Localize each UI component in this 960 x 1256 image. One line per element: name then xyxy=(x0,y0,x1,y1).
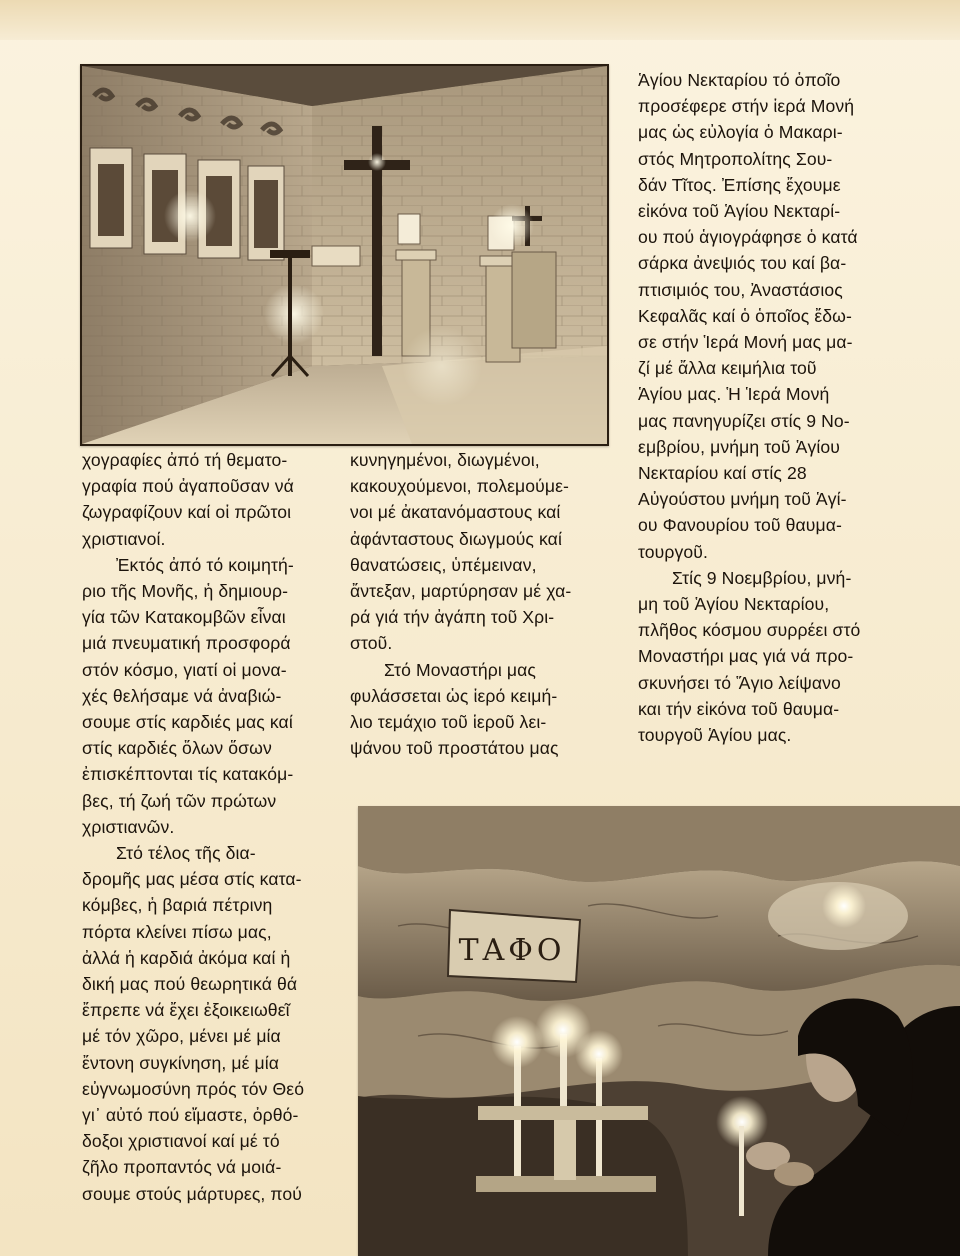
catacomb-chapel-photo xyxy=(80,64,609,446)
paragraph: Στό Μοναστήρι μας φυλάσσεται ὡς ἱερό κειμή- λιο τεμάχιο τοῦ ἱεροῦ λει- ψάνου τοῦ προστάτου μας xyxy=(350,659,559,759)
paragraph: Στίς 9 Νοεμβρίου, μνή- μη τοῦ Ἁγίου Νεκταρίου, πλῆθος κόσμου συρρέει στό Μοναστήρι μας γιά νά προ- σκυνήσει τό Ἅγιο λείψανο και τήν εἰκόνα τοῦ θαυμα- τουργοῦ Ἁγίου μας. xyxy=(638,567,861,746)
catacomb-chapel-illustration xyxy=(82,66,607,444)
tomb-inscription: ΤΑΦΟ xyxy=(458,933,566,968)
article-column-left xyxy=(82,447,352,1207)
paragraph: Στό τέλος τῆς δια- δρομῆς μας μέσα στίς κατα- κόμβες, ἡ βαριά πέτρινη πόρτα κλείνει πίσω μας, ἀλλά ἡ καρδιά ἀκόμα καί ἡ δική μας πού θεωρητικά θά ἔπρεπε νά ἔχει ἐξοικειωθεῖ μέ τόν χῶρο, μένει μέ μία ἔντονη συγκίνηση, μέ μία εὐγνωμοσύνη πρός τόν Θεό γι᾽ αὐτό πού εἴμαστε, ὀρθό- δοξοι χριστιανοί καί μέ τό ζῆλο προπαντός νά μοιά- σουμε στούς μάρτυρες, πού xyxy=(82,843,305,1204)
article-column-middle xyxy=(350,447,620,761)
tomb-candles-photo xyxy=(358,806,960,1256)
tomb-candles-illustration xyxy=(358,806,960,1256)
article-column-right xyxy=(638,67,938,748)
paragraph: κυνηγημένοι, διωγμένοι, κακουχούμενοι, πολεμούμε- νοι μέ ἀκατανόμαστους καί ἀφάνταστους διωγμούς καί θανατώσεις, ὑπέμειναν, ἄντεξαν, μαρτύρησαν μέ χα- ρά γιά τήν ἀγάπη τοῦ Χρι- στοῦ. xyxy=(350,450,572,654)
paragraph: χογραφίες ἀπό τή θεματο- γραφία πού ἀγαποῦσαν νά ζωγραφίζουν καί οἱ πρῶτοι χριστιανοί. xyxy=(82,450,294,549)
paragraph: Ἁγίου Νεκταρίου τό ὁποῖο προσέφερε στήν ἱερά Μονή μας ὡς εὐλογία ὁ Μακαρι- στός Μητροπολίτης Σου- δάν Τῖτος. Ἐπίσης ἔχουμε εἰκόνα τοῦ Ἁγίου Νεκταρί- ου πού ἁγιογράφησε ὁ κατά σάρκα ἀνεψιός του καί βα- πτισιμιός του, Ἀναστάσιος Κεφαλᾶς καί ὁ ὁποῖος ἔδω- σε στήν Ἱερά Μονή μας μα- ζί μέ ἄλλα κειμήλια τοῦ Ἁγίου μας. Ἡ Ἱερά Μονή μας πανηγυρίζει στίς 9 Νο- εμβρίου, μνήμη τοῦ Ἁγίου Νεκταρίου καί στίς 28 Αὐγούστου μνήμη τοῦ Ἁγί- ου Φανουρίου τοῦ θαυμα- τουργοῦ. xyxy=(638,70,858,562)
page-top-band xyxy=(0,0,960,40)
paragraph: Ἐκτός ἀπό τό κοιμητή- ριο τῆς Μονῆς, ἡ δημιουρ- γία τῶν Κατακομβῶν εἶναι μιά πνευματική προσφορά στόν κόσμο, γιατί οἱ μονα- χές θελήσαμε νά ἀναβιώ- σουμε στίς καρδιές μας καί στίς καρδιές ὅλων ὅσων ἐπισκέπτονται τίς κατακόμ- βες, τή ζωή τῶν πρώτων χριστιανῶν. xyxy=(82,554,294,837)
